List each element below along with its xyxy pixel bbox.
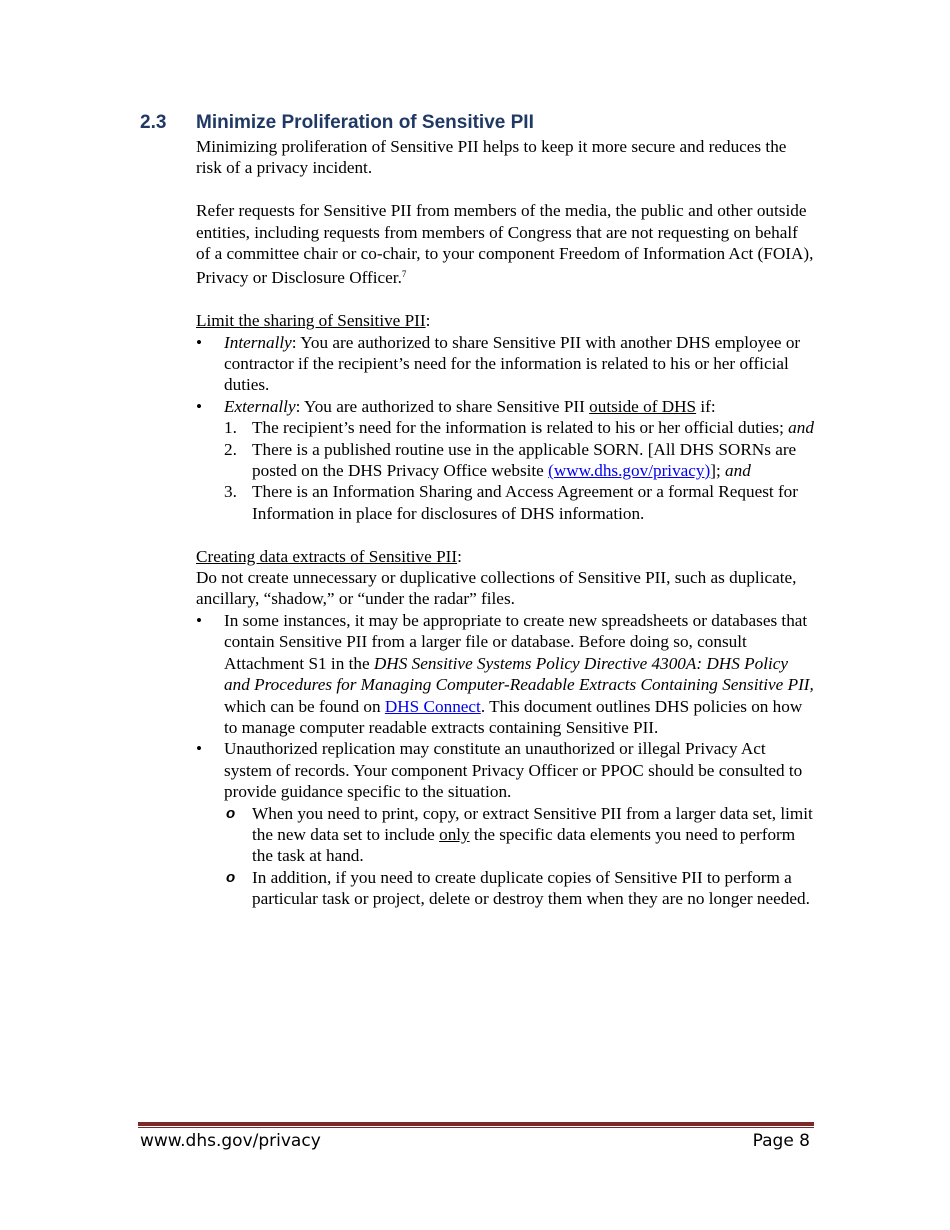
bullet-marker: • — [196, 332, 203, 352]
section-body — [196, 136, 816, 910]
sub-bullet-print-copy: o When you need to print, copy, or extract Sensitive PII from a larger data set, limit the new data set to include only the specific data elements you need to perform the task at hand. — [226, 803, 813, 866]
condition-item: 1. The recipient’s need for the information is related to his or her official duties; and — [224, 418, 814, 438]
section-number: 2.3 — [140, 112, 167, 133]
section-heading — [140, 112, 534, 134]
extracts-intro: Do not create unnecessary or duplicative collections of Sensitive PII, such as duplicate, ancillary, “shadow,” or “under the radar” files. — [196, 568, 797, 609]
intro-paragraph: Minimizing proliferation of Sensitive PII helps to keep it more secure and reduces the risk of a privacy incident. — [196, 137, 787, 178]
bullet-marker: • — [196, 610, 203, 630]
section-title: Minimize Proliferation of Sensitive PII — [196, 112, 534, 133]
extracts-heading: Creating data extracts of Sensitive PII: — [196, 546, 462, 566]
footer-divider-thin — [138, 1127, 814, 1128]
sub-bullet-marker: o — [226, 804, 236, 822]
sub-bullet-duplicate-copies: o In addition, if you need to create duplicate copies of Sensitive PII to perform a particular task or project, delete or destroy them when they are no longer needed. — [226, 867, 810, 909]
footnote-ref[interactable]: 7 — [401, 269, 407, 280]
footer-divider — [138, 1122, 814, 1126]
condition-item: 2. There is a published routine use in the applicable SORN. [All DHS SORNs are posted on the DHS Privacy Office website (www.dhs.gov/privacy)]; and — [224, 439, 797, 481]
limit-sharing-heading: Limit the sharing of Sensitive PII: — [196, 311, 431, 331]
bullet-internally: • Internally: You are authorized to share Sensitive PII with another DHS employee or contractor if the recipient’s need for the information is related to his or her official duties. — [196, 332, 801, 395]
referral-paragraph: Refer requests for Sensitive PII from members of the media, the public and other outside entities, including requests from members of Congress that are not requesting on behalf of a committee chair or co-chair, to your component Freedom of Information Act (FOIA), Privacy or Disclosure Officer.$^7$ — [196, 201, 814, 288]
page-number: Page 8 — [752, 1131, 810, 1151]
dhs-connect-link[interactable]: DHS Connect — [384, 696, 481, 716]
dhs-privacy-link[interactable]: (www.dhs.gov/privacy) — [548, 461, 711, 481]
condition-item: 3. There is an Information Sharing and Access Agreement or a formal Request for Information in place for disclosures of DHS information. — [224, 482, 799, 523]
bullet-new-spreadsheets: • In some instances, it may be appropriate to create new spreadsheets or databases that contain Sensitive PII from a larger file or database. Before doing so, consult Attachment S1 in the DHS Sensitive Systems Policy Directive 4300A: DHS Policy and Procedures for Managing Computer-Readable Extracts Containing Sensitive PII, which can be found on DHS Connect. This document outlines DHS policies on how to manage computer readable extracts containing Sensitive PII. — [196, 610, 814, 737]
bullet-unauthorized-replication: • Unauthorized replication may constitute an unauthorized or illegal Privacy Act system of records. Your component Privacy Officer or PPOC should be consulted to provide guidance specific to the situation. — [196, 739, 803, 802]
sub-bullet-marker: o — [226, 868, 236, 886]
bullet-marker: • — [196, 396, 203, 416]
bullet-marker: • — [196, 739, 203, 759]
bullet-externally: • Externally: You are authorized to share Sensitive PII outside of DHS if: — [196, 396, 716, 416]
footer-url: www.dhs.gov/privacy — [140, 1131, 321, 1151]
